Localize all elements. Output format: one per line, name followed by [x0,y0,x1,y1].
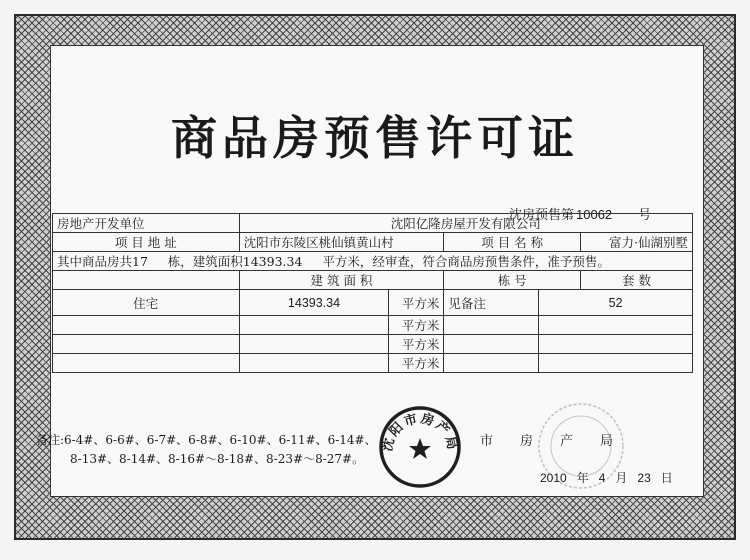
permit-number-value: 10062 [576,207,613,222]
row-unit: 平方米 [389,354,444,373]
seal-text: 沈阳市房产局 [380,411,460,453]
developer-value: 沈阳亿隆房屋开发有限公司 [239,214,692,233]
certificate-title: 商品房预售许可证 [171,111,579,165]
row-building [444,316,539,335]
row-count [539,354,693,373]
location-row [53,233,693,252]
header-row [53,271,693,290]
table-row [53,335,693,354]
header-area: 建 筑 面 积 [239,271,444,290]
location-value: 沈阳市东陵区桃仙镇黄山村 [239,233,444,252]
faded-seal [535,400,627,492]
row-type [53,316,240,335]
date-year-unit: 年 [576,471,589,485]
permit-prefix: 沈房预售第 [509,208,575,223]
row-type [53,354,240,373]
row-type: 住宅 [53,290,240,316]
row-area: 14393.34 [239,290,389,316]
row-area [239,354,389,373]
row-area [239,316,389,335]
star-icon [409,438,431,459]
permit-suffix: 号 [638,208,652,223]
row-building [444,354,539,373]
table-row [53,316,693,335]
summary-row [53,252,693,271]
header-type [53,271,240,290]
summary-part1: 其中商品房共17 [57,254,148,269]
summary-part2: 栋，建筑面积14393.34 [167,254,303,269]
row-unit: 平方米 [389,335,444,354]
location-label: 项 目 地 址 [53,233,240,252]
remark-block [36,431,377,469]
developer-row [53,214,693,233]
permit-table [52,213,693,373]
issuer: 市房产局 [480,434,641,449]
summary-text [53,252,693,271]
date-day: 23 [637,471,651,485]
project-name-value: 富力·仙湖别墅 [581,233,693,252]
row-type [53,335,240,354]
developer-label: 房地产开发单位 [53,214,240,233]
date-year: 2010 [540,471,567,485]
table-row [53,290,693,316]
header-units: 套 数 [581,271,693,290]
date-day-unit: 日 [660,471,673,485]
table-row [53,354,693,373]
row-unit: 平方米 [389,316,444,335]
row-building [444,335,539,354]
remark-line2: 8-13#、8-14#、8-16#～8-18#、8-23#～8-27#。 [70,452,365,466]
row-area [239,335,389,354]
row-count [539,316,693,335]
date-month: 4 [598,471,606,485]
row-count: 52 [539,290,693,316]
row-building: 见备注 [444,290,539,316]
date-month-unit: 月 [615,471,628,485]
row-unit: 平方米 [389,290,444,316]
header-building: 栋 号 [444,271,581,290]
project-name-label: 项 目 名 称 [444,233,581,252]
summary-part3: 平方米，经审查，符合商品房预售条件，准予预售。 [322,254,610,269]
official-seal [378,405,462,489]
remark-line1: 备注:6-4#、6-6#、6-7#、6-8#、6-10#、6-11#、6-14#、 [36,433,377,447]
row-count [539,335,693,354]
